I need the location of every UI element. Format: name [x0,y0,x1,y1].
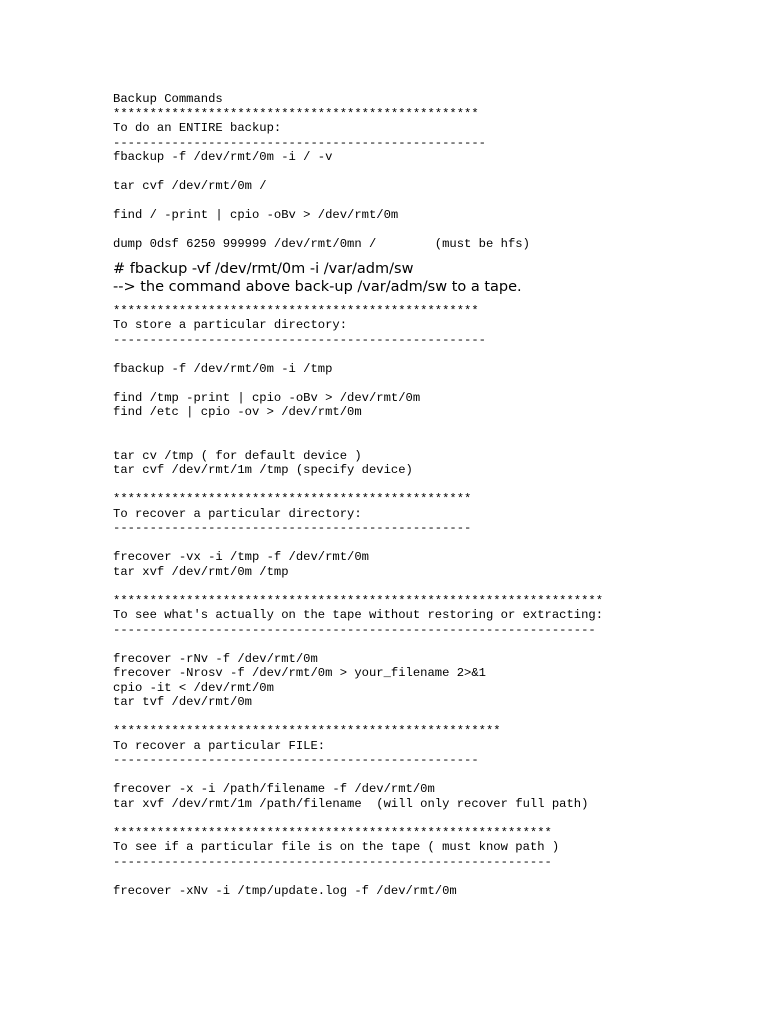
blank-line [113,376,603,391]
dash-separator: --------------------------------------------------- [113,135,486,150]
star-separator: ******************************************************************* [113,593,604,608]
blank-line [113,434,603,449]
command-frecover-xnv: frecover -xNv -i /tmp/update.log -f /dev/rmt/0m [113,883,457,898]
dash-separator: -------------------------------------------------- [113,753,479,767]
spacer [113,252,603,260]
note-command: # fbackup -vf /dev/rmt/0m -i /var/adm/sw [113,260,414,277]
command-dump-entire: dump 0dsf 6250 999999 /dev/rmt/0mn / (must be hfs) [113,237,530,251]
blank-line [113,478,603,493]
star-separator: ************************************************** [113,106,479,121]
document-title: Backup Commands [113,92,223,106]
command-find-tmp: find /tmp -print | cpio -oBv > /dev/rmt/0m [113,390,421,405]
section-heading-store-directory: To store a particular directory: [113,318,348,332]
section-heading-entire-backup: To do an ENTIRE backup: [113,121,282,135]
dash-separator: ------------------------------------------------------------------ [113,622,596,637]
dash-separator: ------------------------------------------------------------ [113,854,552,869]
document-page [113,92,603,898]
blank-line [113,347,603,362]
spacer [113,296,603,304]
command-fbackup-entire: fbackup -f /dev/rmt/0m -i / -v [113,150,333,164]
blank-line [113,869,603,884]
command-frecover-nrosv: frecover -Nrosv -f /dev/rmt/0m > your_filename 2>&1 [113,666,486,680]
blank-line [113,194,603,209]
star-separator: ************************************************************ [113,825,552,840]
command-tar-tvf: tar tvf /dev/rmt/0m [113,695,252,709]
note-explanation: --> the command above back-up /var/adm/sw to a tape. [113,278,522,295]
blank-line [113,768,603,783]
blank-line [113,637,603,652]
command-tar-xvf-file: tar xvf /dev/rmt/1m /path/filename (will only recover full path) [113,796,589,811]
star-separator: ***************************************************** [113,724,501,738]
star-separator: ************************************************* [113,492,472,506]
blank-line [113,710,603,725]
command-tar-xvf-dir: tar xvf /dev/rmt/0m /tmp [113,564,289,579]
blank-line [113,165,603,180]
blank-line [113,579,603,594]
dash-separator: ------------------------------------------------- [113,521,472,535]
command-frecover-file: frecover -x -i /path/filename -f /dev/rmt/0m [113,782,435,796]
blank-line [113,223,603,238]
blank-line [113,420,603,435]
dash-separator: --------------------------------------------------- [113,332,486,347]
command-tar-cvf: tar cvf /dev/rmt/1m /tmp (specify device) [113,463,413,477]
command-fbackup-tmp: fbackup -f /dev/rmt/0m -i /tmp [113,361,333,376]
blank-line [113,536,603,551]
section-heading-recover-file: To recover a particular FILE: [113,738,326,753]
command-tar-cv: tar cv /tmp ( for default device ) [113,448,362,463]
blank-line [113,811,603,826]
section-heading-see-file: To see if a particular file is on the tape ( must know path ) [113,840,560,854]
command-tar-entire: tar cvf /dev/rmt/0m / [113,179,267,193]
command-find-etc: find /etc | cpio -ov > /dev/rmt/0m [113,405,362,419]
command-frecover-dir: frecover -vx -i /tmp -f /dev/rmt/0m [113,550,369,564]
command-frecover-rnv: frecover -rNv -f /dev/rmt/0m [113,651,318,666]
section-heading-recover-directory: To recover a particular directory: [113,506,362,521]
star-separator: ************************************************** [113,303,479,318]
command-find-entire: find / -print | cpio -oBv > /dev/rmt/0m [113,208,399,222]
section-heading-see-tape: To see what's actually on the tape without restoring or extracting: [113,608,604,622]
command-cpio-it: cpio -it < /dev/rmt/0m [113,680,274,695]
